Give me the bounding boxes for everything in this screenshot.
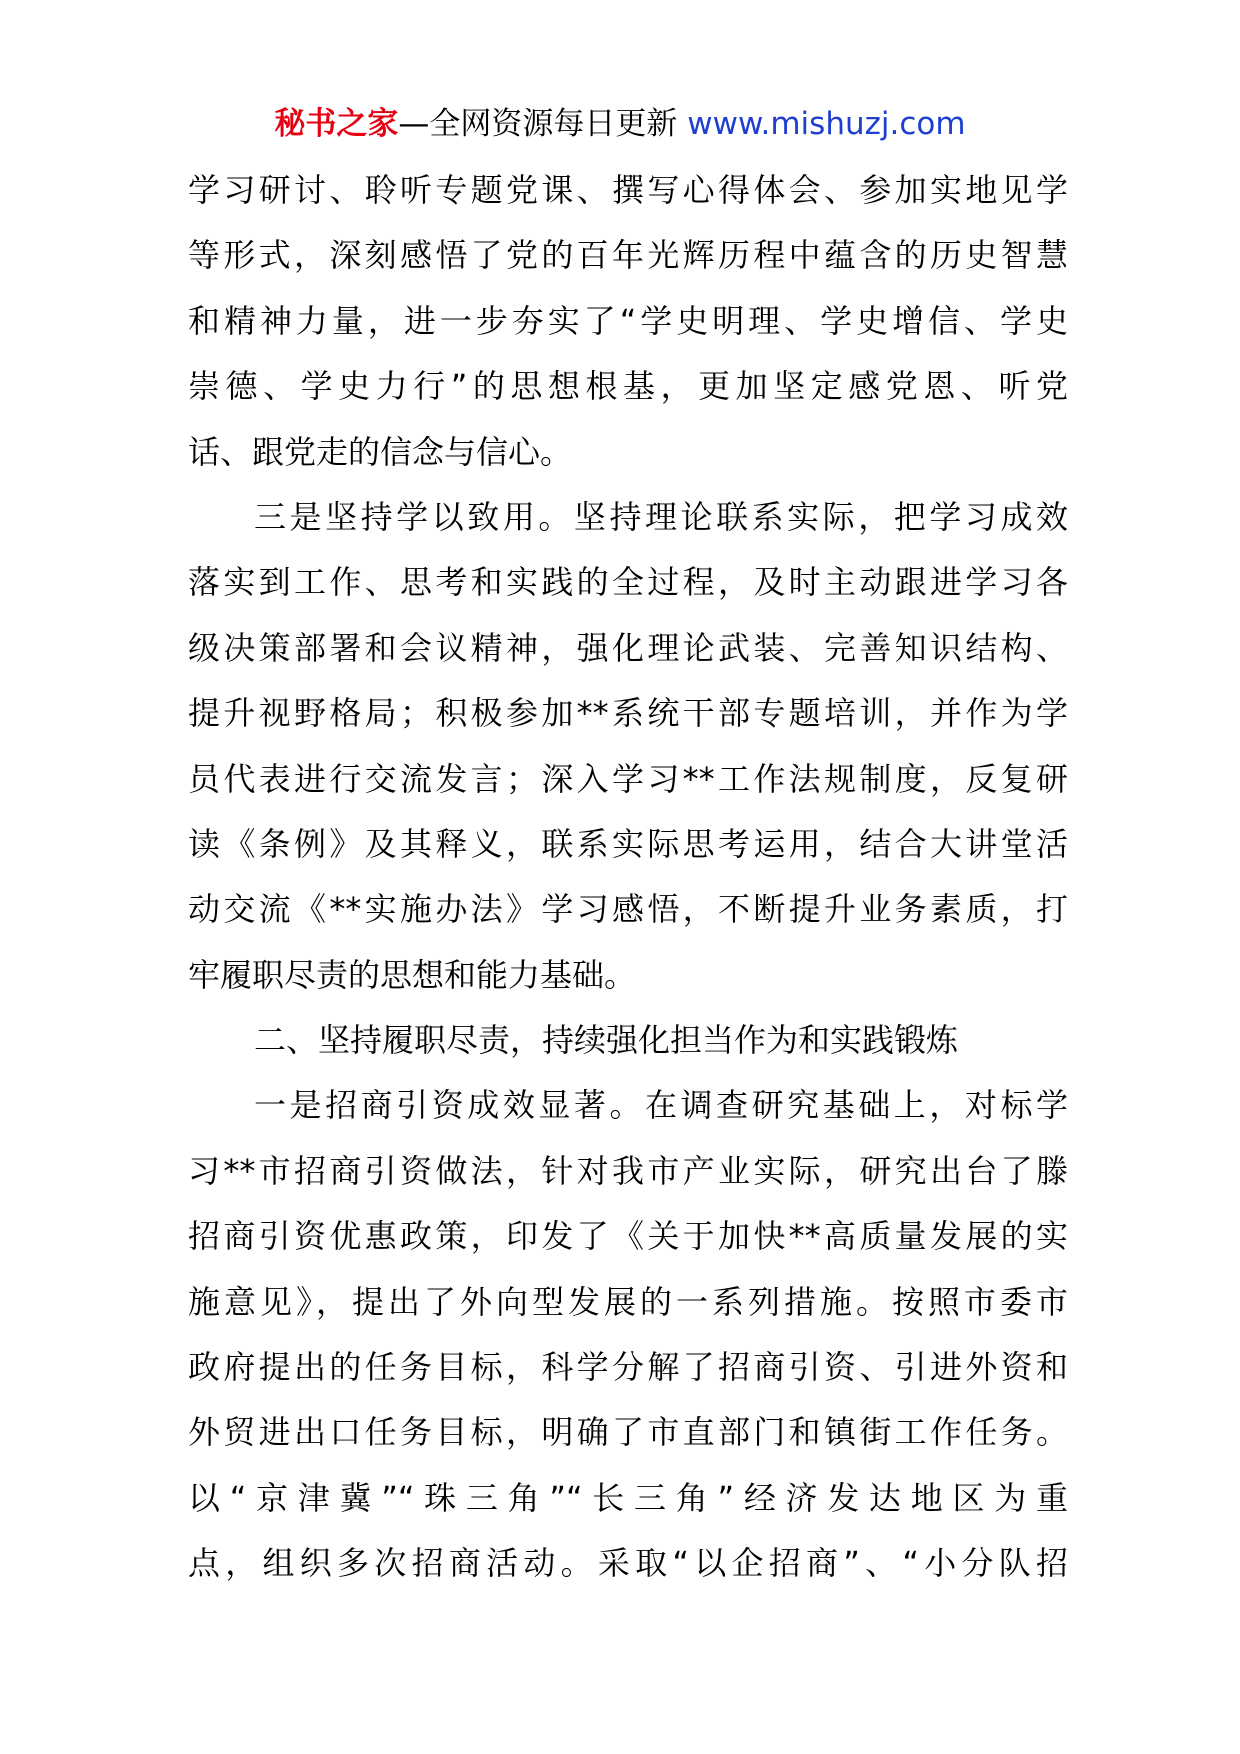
body-line: 施意见》，提出了外向型发展的一系列措施。按照市委市 bbox=[188, 1282, 1068, 1321]
body-line: 和精神力量，进一步夯实了“学史明理、学史增信、学史 bbox=[188, 301, 1068, 340]
body-line: 读《条例》及其释义，联系实际思考运用，结合大讲堂活 bbox=[188, 824, 1068, 863]
site-url-link[interactable]: www.mishuzj.com bbox=[687, 106, 966, 142]
paragraph-first-line: 三是坚持学以致用。坚持理论联系实际，把学习成效 bbox=[254, 497, 1068, 536]
section-heading: 二、坚持履职尽责，持续强化担当作为和实践锻炼 bbox=[254, 1021, 959, 1060]
body-line: 话、跟党走的信念与信心。 bbox=[188, 432, 573, 471]
document-body bbox=[188, 158, 1068, 1597]
body-line: 牢履职尽责的思想和能力基础。 bbox=[188, 955, 637, 994]
body-line: 崇德、学史力行”的思想根基，更加坚定感党恩、听党 bbox=[188, 367, 1068, 406]
site-brand: 秘书之家 bbox=[274, 106, 399, 142]
body-line: 落实到工作、思考和实践的全过程，及时主动跟进学习各 bbox=[188, 563, 1068, 602]
body-line: 习**市招商引资做法，针对我市产业实际，研究出台了滕 bbox=[188, 1151, 1068, 1190]
body-line: 以“京津冀”“珠三角”“长三角”经济发达地区为重 bbox=[188, 1478, 1068, 1517]
body-line: 点，组织多次招商活动。采取“以企招商”、“小分队招 bbox=[188, 1544, 1068, 1583]
site-slogan: —全网资源每日更新 bbox=[398, 106, 678, 142]
body-line: 学习研讨、聆听专题党课、撰写心得体会、参加实地见学 bbox=[188, 171, 1068, 209]
body-line: 动交流《**实施办法》学习感悟，不断提升业务素质，打 bbox=[188, 890, 1068, 929]
body-line: 提升视野格局；积极参加**系统干部专题培训，并作为学 bbox=[188, 694, 1068, 733]
body-line: 等形式，深刻感悟了党的百年光辉历程中蕴含的历史智慧 bbox=[188, 236, 1068, 275]
body-line: 招商引资优惠政策，印发了《关于加快**高质量发展的实 bbox=[188, 1217, 1068, 1256]
body-line: 级决策部署和会议精神，强化理论武装、完善知识结构、 bbox=[188, 628, 1068, 667]
body-line: 员代表进行交流发言；深入学习**工作法规制度，反复研 bbox=[188, 759, 1068, 798]
body-line: 外贸进出口任务目标，明确了市直部门和镇街工作任务。 bbox=[188, 1413, 1068, 1452]
site-header bbox=[0, 100, 1240, 148]
body-line: 政府提出的任务目标，科学分解了招商引资、引进外资和 bbox=[188, 1348, 1068, 1387]
paragraph-first-line: 一是招商引资成效显著。在调查研究基础上，对标学 bbox=[254, 1086, 1068, 1125]
